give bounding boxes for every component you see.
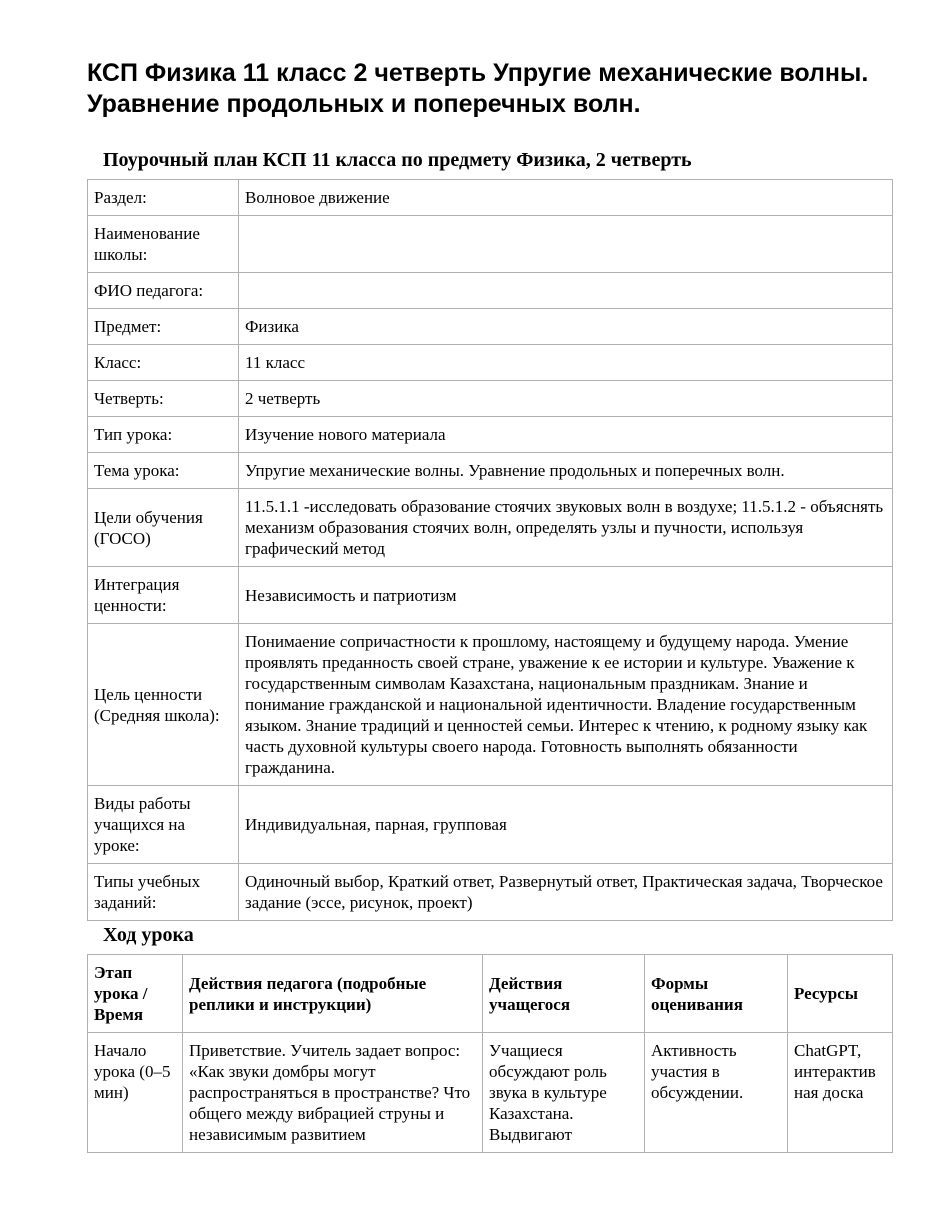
info-label: Тип урока: xyxy=(88,417,239,453)
plan-heading: Поурочный план КСП 11 класса по предмету Физика, 2 четверть xyxy=(103,149,692,171)
info-label: Предмет: xyxy=(88,309,239,345)
info-value: Изучение нового материала xyxy=(239,417,893,453)
lesson-row xyxy=(88,1033,893,1153)
info-value: 2 четверть xyxy=(239,381,893,417)
info-label: Цели обучения (ГОСО) xyxy=(88,489,239,567)
info-label: Интеграция ценности: xyxy=(88,567,239,624)
column-header-stage: Этап урока / Время xyxy=(88,955,183,1033)
info-row-section xyxy=(88,180,893,216)
info-row-quarter xyxy=(88,381,893,417)
lesson-info-table xyxy=(87,179,893,921)
info-row-topic xyxy=(88,453,893,489)
lesson-assessment: Активность участия в обсуждении. xyxy=(645,1033,788,1153)
info-value: Независимость и патриотизм xyxy=(239,567,893,624)
lesson-teacher-actions: Приветствие. Учитель задает вопрос: «Как звуки домбры могут распространяться в пространстве? Что общего между вибрацией струны и независимым развитием xyxy=(183,1033,483,1153)
info-value: 11 класс xyxy=(239,345,893,381)
info-row-subject xyxy=(88,309,893,345)
info-label: Раздел: xyxy=(88,180,239,216)
info-row-task-types xyxy=(88,864,893,921)
info-row-value-integration xyxy=(88,567,893,624)
info-row-value-goal xyxy=(88,624,893,786)
info-value: 11.5.1.1 -исследовать образование стоячих звуковых волн в воздухе; 11.5.1.2 - объяснять механизм образования стоячих волн, определять узлы и пучности, используя графический метод xyxy=(239,489,893,567)
info-value: Физика xyxy=(239,309,893,345)
info-value: Одиночный выбор, Краткий ответ, Развернутый ответ, Практическая задача, Творческое задание (эссе, рисунок, проект) xyxy=(239,864,893,921)
column-header-resources: Ресурсы xyxy=(788,955,893,1033)
info-row-teacher xyxy=(88,273,893,309)
lesson-heading: Ход урока xyxy=(103,924,194,946)
info-label: Типы учебных заданий: xyxy=(88,864,239,921)
lesson-header-row xyxy=(88,955,893,1033)
info-label: ФИО педагога: xyxy=(88,273,239,309)
info-label: Четверть: xyxy=(88,381,239,417)
document-title: КСП Физика 11 класс 2 четверть Упругие механические волны. Уравнение продольных и поперечных волн. xyxy=(87,59,869,118)
info-value: Волновое движение xyxy=(239,180,893,216)
info-label: Наименование школы: xyxy=(88,216,239,273)
info-label: Цель ценности (Средняя школа): xyxy=(88,624,239,786)
lesson-flow-table xyxy=(87,954,893,1153)
column-header-assessment: Формы оценивания xyxy=(645,955,788,1033)
column-header-teacher: Действия педагога (подробные реплики и инструкции) xyxy=(183,955,483,1033)
column-header-student: Действия учащегося xyxy=(483,955,645,1033)
info-label: Виды работы учащихся на уроке: xyxy=(88,786,239,864)
info-value xyxy=(239,273,893,309)
info-row-grade xyxy=(88,345,893,381)
info-row-school xyxy=(88,216,893,273)
info-row-objectives xyxy=(88,489,893,567)
lesson-student-actions: Учащиеся обсуждают роль звука в культуре Казахстана. Выдвигают xyxy=(483,1033,645,1153)
info-row-lesson-type xyxy=(88,417,893,453)
info-label: Тема урока: xyxy=(88,453,239,489)
info-value: Индивидуальная, парная, групповая xyxy=(239,786,893,864)
info-value: Понимаение сопричастности к прошлому, настоящему и будущему народа. Умение проявлять преданность своей стране, уважение к ее истории и культуре. Уважение к государственным символам Казахстана, национальным праздникам. Знание и понимание гражданской и национальной идентичности. Владение государственным языком. Знание традиций и ценностей семьи. Интерес к чтению, к родному языку как часть духовной культуры своего народа. Готовность выполнять обязанности гражданина. xyxy=(239,624,893,786)
info-value: Упругие механические волны. Уравнение продольных и поперечных волн. xyxy=(239,453,893,489)
info-label: Класс: xyxy=(88,345,239,381)
info-value xyxy=(239,216,893,273)
info-row-work-types xyxy=(88,786,893,864)
lesson-stage: Начало урока (0–5 мин) xyxy=(88,1033,183,1153)
lesson-resources: ChatGPT, интерактив ная доска xyxy=(788,1033,893,1153)
